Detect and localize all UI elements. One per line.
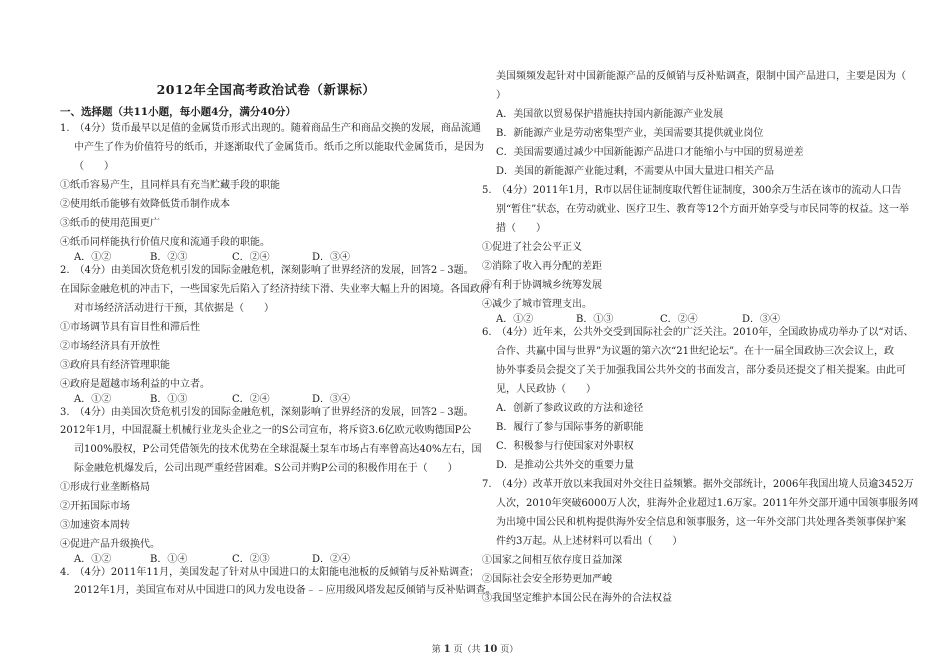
question-stem-line: 2012年1月，中国混凝土机械行业龙头企业之一的S公司宣布，将斥资3.6亿欧元收购德国P公 [60,425,472,436]
statement-item: ③加速资本周转 [60,520,130,531]
question-stem-line: 3. （4分）由美国次贷危机引发的国际金融危机，深刻影响了世界经济的发展，回答2﹣3题。 [60,407,474,418]
option-b[interactable]: B．①③ [576,314,614,325]
option-c[interactable]: C．②③ [232,554,270,565]
option-a[interactable]: A．①② [496,314,534,325]
question-stem-line: 际金融危机爆发后，公司出现严重经营困难。S公司并购P公司的积极作用在于（ ） [74,463,458,474]
question-stem-line: 协外事委员会提交了关于加强我国公共外交的书面发言，部分委员还提交了相关提案。由此可 [496,365,906,376]
footer-prefix: 第 [431,645,441,655]
footer-suffix: 页） [500,645,519,655]
option-b[interactable]: B．①④ [150,554,188,565]
statement-item: ③政府具有经济管理职能 [60,360,170,371]
option-d[interactable]: D．③④ [312,394,351,405]
option-c[interactable]: C．②④ [232,252,270,263]
statement-item: ②使用纸币能够有效降低货币制作成本 [60,199,230,210]
statement-item: ②消除了收入再分配的差距 [482,261,602,272]
option-d[interactable]: D．是推动公共外交的重要力量 [496,460,635,471]
option-b[interactable]: B．②③ [150,252,188,263]
question-stem-line: 中产生了作为价值符号的纸币，并逐渐取代了金属货币。纸币之所以能取代金属货币，是因为 [74,142,484,153]
question-stem-line: 为出境中国公民和机构提供海外安全信息和领事服务，这一年外交部门共处理各类领事保护案 [496,517,906,528]
statement-item: ①促进了社会公平正义 [482,242,582,253]
statement-item: ①市场调节具有盲目性和滞后性 [60,322,200,333]
option-a[interactable]: A．①② [74,554,112,565]
statement-item: ②国际社会安全形势更加严峻 [482,574,612,585]
question-stem-line: 别“暂住”状态，在劳动就业、医疗卫生、教育等12个方面开始享受与市民同等的权益。这一举 [496,204,909,215]
option-c[interactable]: C．②④ [232,394,270,405]
statement-item: ④减少了城市管理支出。 [482,299,592,310]
question-stem-line: 2. （4分）由美国次贷危机引发的国际金融危机，深刻影响了世界经济的发展，回答2﹣3题。 [60,265,474,276]
statement-item: ②开拓国际市场 [60,501,130,512]
option-a[interactable]: A．美国欲以贸易保护措施扶持国内新能源产业发展 [496,109,724,120]
option-b[interactable]: B．新能源产业是劳动密集型产业，美国需要其提供就业岗位 [496,128,764,139]
option-a[interactable]: A．①② [74,394,112,405]
option-a[interactable]: A．创新了参政议政的方法和途径 [496,403,644,414]
option-a[interactable]: A．①② [74,252,112,263]
statement-item: ①形成行业垄断格局 [60,482,150,493]
question-stem-line: 2012年1月，美国宣布对从中国进口的风力发电设备﹣﹣应用级风塔发起反倾销与反补贴调查。 [74,585,496,596]
question-stem-line: 5. （4分）2011年1月，R市以居住证制度取代暂住证制度，300余万生活在该市的流动人口告 [482,185,902,196]
question-stem-line: 对市场经济活动进行干预，其依据是（ ） [74,303,274,314]
statement-item: ②市场经济具有开放性 [60,341,160,352]
statement-item: ③有利于协调城乡统筹发展 [482,280,602,291]
statement-item: ④促进产品升级换代。 [60,539,160,550]
statement-item: ①纸币容易产生，且同样具有充当贮藏手段的职能 [60,180,280,191]
question-stem-line: （ ） [74,161,114,172]
statement-item: ③纸币的使用范围更广 [60,218,160,229]
option-d[interactable]: D．②④ [312,554,351,565]
question-stem-line: 件约3万起。从上述材料可以看出（ ） [496,536,683,547]
current-page-number: 1 [443,644,451,655]
question-stem-line: 在国际金融危机的冲击下，一些国家先后陷入了经济持续下滑、失业率大幅上升的困境。各国政府 [60,284,490,295]
option-b[interactable]: B．履行了参与国际事务的新职能 [496,422,644,433]
page-footer [0,642,950,655]
question-stem-line: 4. （4分）2011年11月，美国发起了针对从中国进口的太阳能电池板的反倾销与反补贴调查； [60,567,480,578]
question-stem-line: 美国频频发起针对中国新能源产品的反倾销与反补贴调查，限制中国产品进口，主要是因为（ [496,71,906,82]
question-stem-line: 1. （4分）货币最早以足值的金属货币形式出现的。随着商品生产和商品交换的发展，商品流通 [60,123,481,134]
section-heading: 一、选择题（共11小题，每小题4分，满分40分） [60,106,297,118]
question-stem-line: 见，人民政协（ ） [496,384,596,395]
option-d[interactable]: D．美国的新能源产业能过剩，不需要从中国大量进口相关产品 [496,166,775,177]
statement-item: ③我国坚定维护本国公民在海外的合法权益 [482,593,672,604]
question-stem-line: 人次，2010年突破6000万人次，驻海外企业超过1.6万家。2011年外交部开通中国领事服务网 [496,498,919,509]
option-c[interactable]: C．积极参与行使国家对外职权 [496,441,634,452]
statement-item: ④纸币同样能执行价值尺度和流通手段的职能。 [60,237,270,248]
option-b[interactable]: B．①③ [150,394,188,405]
statement-item: ④政府是超越市场利益的中立者。 [60,379,210,390]
statement-item: ①国家之间相互依存度日益加深 [482,555,622,566]
option-d[interactable]: D．③④ [312,252,351,263]
question-stem-line: 司100%股权，P公司凭借领先的技术优势在全球混凝土泵车市场占有率曾高达40%左右，国 [74,444,482,455]
question-stem-line: 7. （4分）改革开放以来我国对外交往日益频繁。据外交部统计，2006年我国出境人员逾3452万 [482,479,914,490]
question-stem-line: 合作、共赢中国与世界”为议题的第六次“21世纪论坛”。在十一届全国政协三次会议上，政 [496,346,895,357]
document-title: 2012年全国高考政治试卷（新课标） [156,82,376,97]
question-stem-line: 措（ ） [496,223,546,234]
footer-mid: 页（共 [453,645,481,655]
question-stem-line: 6. （4分）近年来，公共外交受到国际社会的广泛关注。2010年，全国政协成功举办了以“对话、 [482,327,914,338]
option-d[interactable]: D．③④ [742,314,781,325]
total-page-number: 10 [483,644,498,655]
option-c[interactable]: C．美国需要通过减少中国新能源产品进口才能缩小与中国的贸易逆差 [496,147,804,158]
question-stem-line: ） [496,90,506,101]
option-c[interactable]: C．②④ [660,314,698,325]
